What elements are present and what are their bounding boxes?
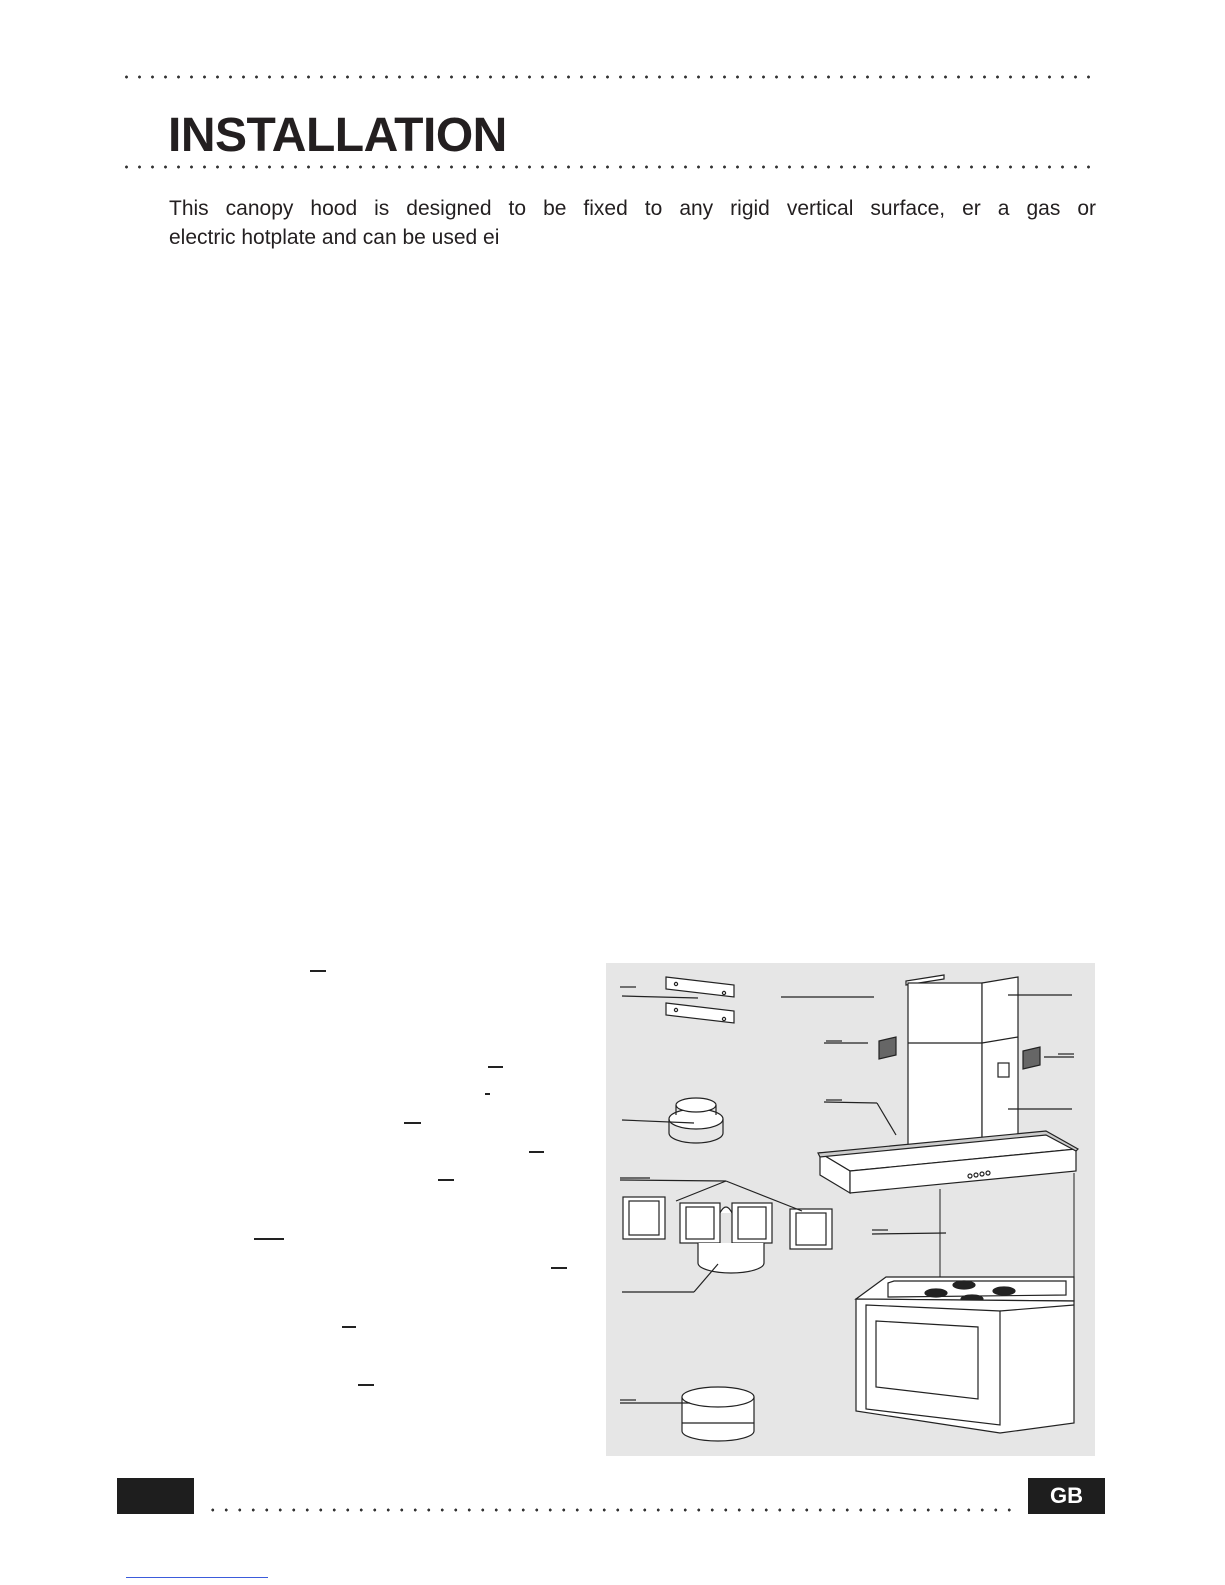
title-dotted-rule (120, 164, 1095, 170)
language-badge: GB (1028, 1478, 1105, 1514)
top-dotted-rule (120, 74, 1095, 80)
intro-line-1: This canopy hood is designed to be fixed to any rigid vertical surface, er a gas or (169, 197, 1096, 220)
wall-bracket-illustration (666, 977, 734, 1023)
ref-mark (342, 1326, 356, 1328)
page-title: INSTALLATION (168, 109, 507, 162)
ref-mark (404, 1122, 421, 1124)
ref-mark (358, 1384, 374, 1386)
footer-dotted-rule (206, 1507, 1016, 1513)
installation-diagram (606, 963, 1095, 1456)
bottom-link-underline[interactable] (126, 1577, 268, 1578)
ref-mark (551, 1267, 567, 1269)
ref-mark (488, 1066, 503, 1068)
ref-mark (529, 1151, 544, 1153)
ref-mark (310, 970, 326, 972)
carbon-filter-illustration (682, 1387, 754, 1441)
intro-line-2: electric hotplate and can be used ei (169, 226, 500, 249)
ref-mark (254, 1238, 284, 1240)
ref-mark (438, 1179, 454, 1181)
duct-adapter-illustration (623, 1197, 832, 1273)
ref-mark (485, 1093, 490, 1095)
page-number-box (117, 1478, 194, 1514)
flange-illustration (669, 1098, 723, 1143)
chimney-hood-illustration (818, 975, 1078, 1193)
intro-paragraph (169, 194, 1096, 252)
cooker-illustration (856, 1277, 1074, 1433)
diagram-svg (606, 963, 1095, 1456)
